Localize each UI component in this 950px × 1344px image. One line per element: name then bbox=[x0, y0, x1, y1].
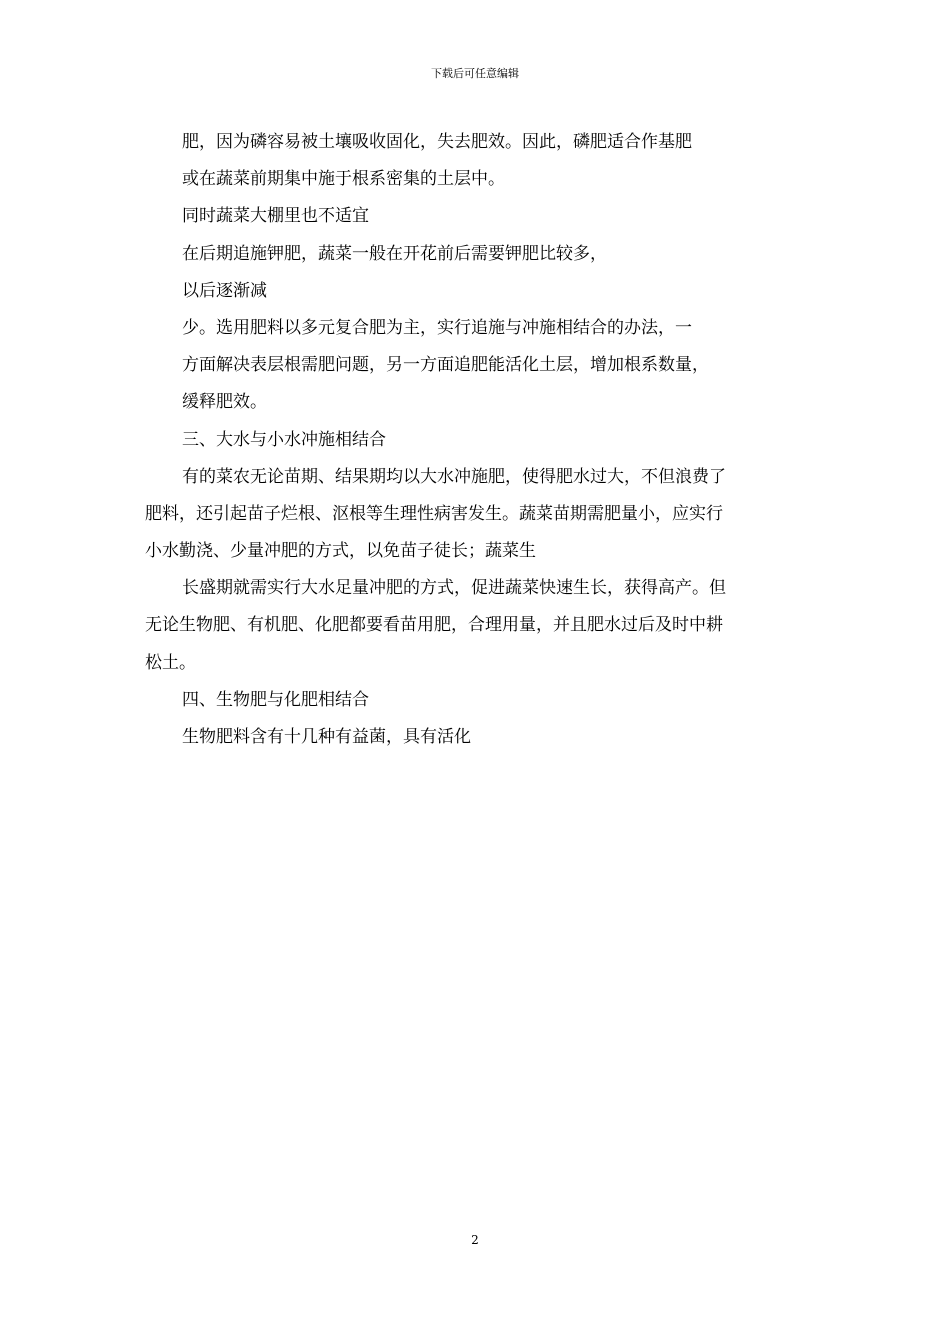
paragraph-line: 无论生物肥、有机肥、化肥都要看苗用肥，合理用量，并且肥水过后及时中耕 bbox=[145, 615, 723, 636]
paragraph-line: 生物肥料含有十几种有益菌，具有活化 bbox=[182, 727, 471, 747]
paragraph-line: 有的菜农无论苗期、结果期均以大水冲施肥，使得肥水过大，不但浪费了 bbox=[182, 466, 726, 487]
paragraph-line: 方面解决表层根需肥问题，另一方面追肥能活化土层，增加根系数量， bbox=[182, 355, 709, 376]
paragraph-line: 肥，因为磷容易被土壤吸收固化，失去肥效。因此，磷肥适合作基肥 bbox=[182, 132, 692, 152]
paragraph-line: 或在蔬菜前期集中施于根系密集的土层中。 bbox=[182, 169, 505, 190]
paragraph-line: 同时蔬菜大棚里也不适宜 bbox=[182, 206, 369, 227]
paragraph-line: 缓释肥效。 bbox=[182, 392, 267, 413]
page-number: 2 bbox=[471, 1233, 479, 1247]
section-heading: 三、大水与小水冲施相结合 bbox=[182, 429, 386, 450]
paragraph-line: 小水勤浇、少量冲肥的方式，以免苗子徒长；蔬菜生 bbox=[145, 541, 536, 562]
paragraph-line: 以后逐渐减 bbox=[182, 280, 267, 301]
paragraph-line: 松土。 bbox=[145, 652, 196, 673]
paragraph-line: 肥料，还引起苗子烂根、沤根等生理性病害发生。蔬菜苗期需肥量小，应实行 bbox=[145, 503, 723, 524]
paragraph-line: 长盛期就需实行大水足量冲肥的方式，促进蔬菜快速生长，获得高产。但 bbox=[182, 578, 726, 599]
page-header: 下载后可任意编辑 bbox=[431, 67, 519, 80]
paragraph-line: 在后期追施钾肥，蔬菜一般在开花前后需要钾肥比较多， bbox=[182, 243, 607, 264]
section-heading: 四、生物肥与化肥相结合 bbox=[182, 689, 369, 710]
body-text bbox=[145, 124, 810, 756]
paragraph-line: 少。选用肥料以多元复合肥为主，实行追施与冲施相结合的办法，一 bbox=[182, 317, 692, 338]
